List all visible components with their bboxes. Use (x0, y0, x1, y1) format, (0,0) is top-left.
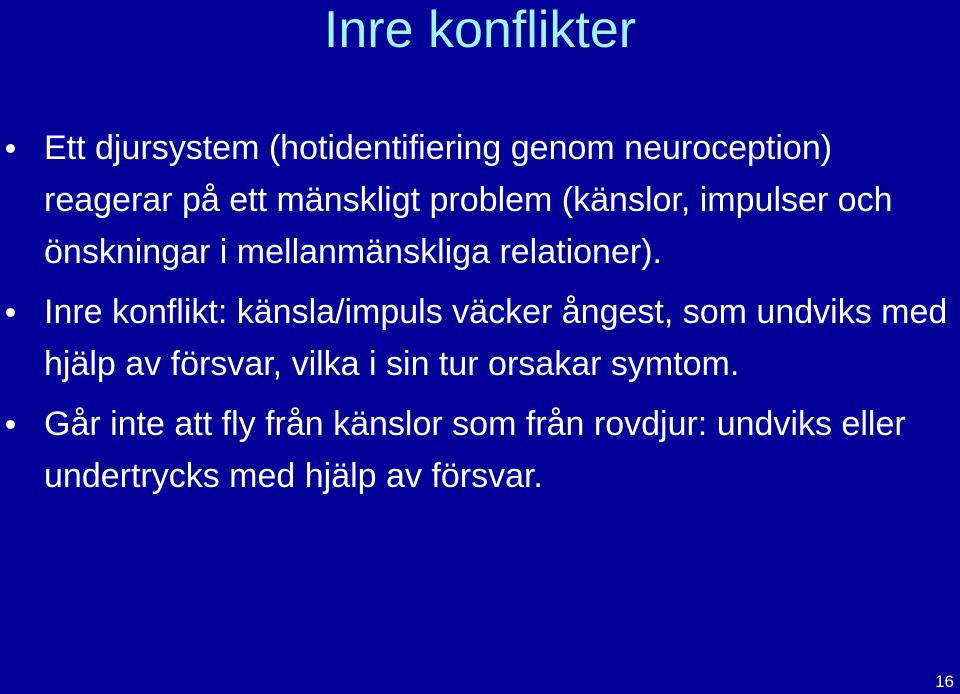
bullet-item (0, 122, 950, 278)
bullet-text: Går inte att fly från känslor som från rovdjur: undviks eller undertrycks med hjälp av försvar. (44, 405, 906, 495)
bullet-item (0, 286, 950, 390)
bullet-item (0, 398, 950, 502)
bullet-list (0, 122, 950, 510)
bullet-dot-icon (6, 308, 15, 317)
slide-title: Inre konflikter (323, 1, 637, 59)
slide-number: 16 (935, 672, 954, 691)
bullet-dot-icon (6, 144, 15, 153)
bullet-text: Inre konflikt: känsla/impuls väcker ångest, som undviks med hjälp av försvar, vilka i sin tur orsakar symtom. (44, 293, 948, 383)
bullet-text: Ett djursystem (hotidentifiering genom neuroception) reagerar på ett mänskligt problem (känslor, impulser och önskningar i mellanmänskliga relationer). (44, 129, 893, 271)
bullet-dot-icon (6, 420, 15, 429)
